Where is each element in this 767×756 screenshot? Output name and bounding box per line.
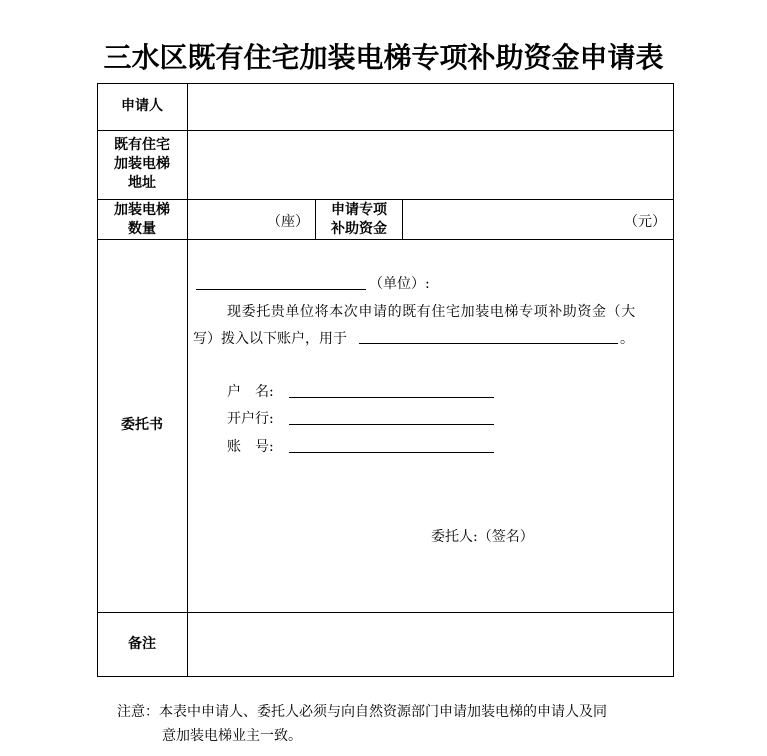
table-border-right <box>673 83 674 677</box>
table-border-bottom <box>97 676 674 677</box>
elevator-count-label-line: 数量 <box>128 221 156 237</box>
address-label-line: 地址 <box>128 175 156 191</box>
remark-label: 备注 <box>128 636 156 652</box>
account-number-label: 账 号: <box>227 439 274 455</box>
applicant-field[interactable] <box>188 84 673 130</box>
applicant-label: 申请人 <box>121 98 163 114</box>
entrust-paragraph-line-2: 写）拨入以下账户，用于 <box>193 331 347 347</box>
footnote <box>117 700 677 748</box>
footnote-line-2: 意加装电梯业主一致。 <box>162 728 302 744</box>
application-table <box>97 83 674 677</box>
address-label-line: 加装电梯 <box>114 156 170 172</box>
address-label-line: 既有住宅 <box>114 137 170 153</box>
subsidy-fund-label-line: 补助资金 <box>331 221 387 237</box>
entrust-paragraph-line-1: 现委托贵单位将本次申请的既有住宅加装电梯专项补助资金（大 <box>227 304 636 320</box>
elevator-count-unit: （座） <box>267 214 309 230</box>
account-number-line[interactable] <box>289 452 494 453</box>
account-name-line[interactable] <box>289 397 494 398</box>
address-label <box>97 136 187 193</box>
account-name-label: 户 名: <box>227 384 274 400</box>
entrust-paragraph-end: 。 <box>620 331 634 347</box>
row-divider <box>97 239 674 240</box>
address-field[interactable] <box>188 131 673 199</box>
entrust-label: 委托书 <box>121 417 163 433</box>
subsidy-fund-label-line: 申请专项 <box>331 202 387 218</box>
form-title: 三水区既有住宅加装电梯专项补助资金申请表 <box>103 41 664 74</box>
footnote-line-1: 注意：本表中申请人、委托人必须与向自然资源部门申请加装电梯的申请人及同 <box>117 704 607 720</box>
purpose-line[interactable] <box>359 343 618 344</box>
elevator-count-label <box>97 201 187 239</box>
subsidy-fund-unit: （元） <box>624 214 666 230</box>
entrusted-unit-line[interactable] <box>196 289 366 290</box>
bank-label: 开户行: <box>227 411 274 427</box>
bank-line[interactable] <box>289 424 494 425</box>
subsidy-fund-label <box>316 201 402 239</box>
elevator-count-label-line: 加装电梯 <box>114 202 170 218</box>
entrustor-signature-label: 委托人:（签名） <box>431 529 534 545</box>
remark-field[interactable] <box>188 613 673 676</box>
entrusted-unit-suffix: （单位）: <box>369 276 430 292</box>
